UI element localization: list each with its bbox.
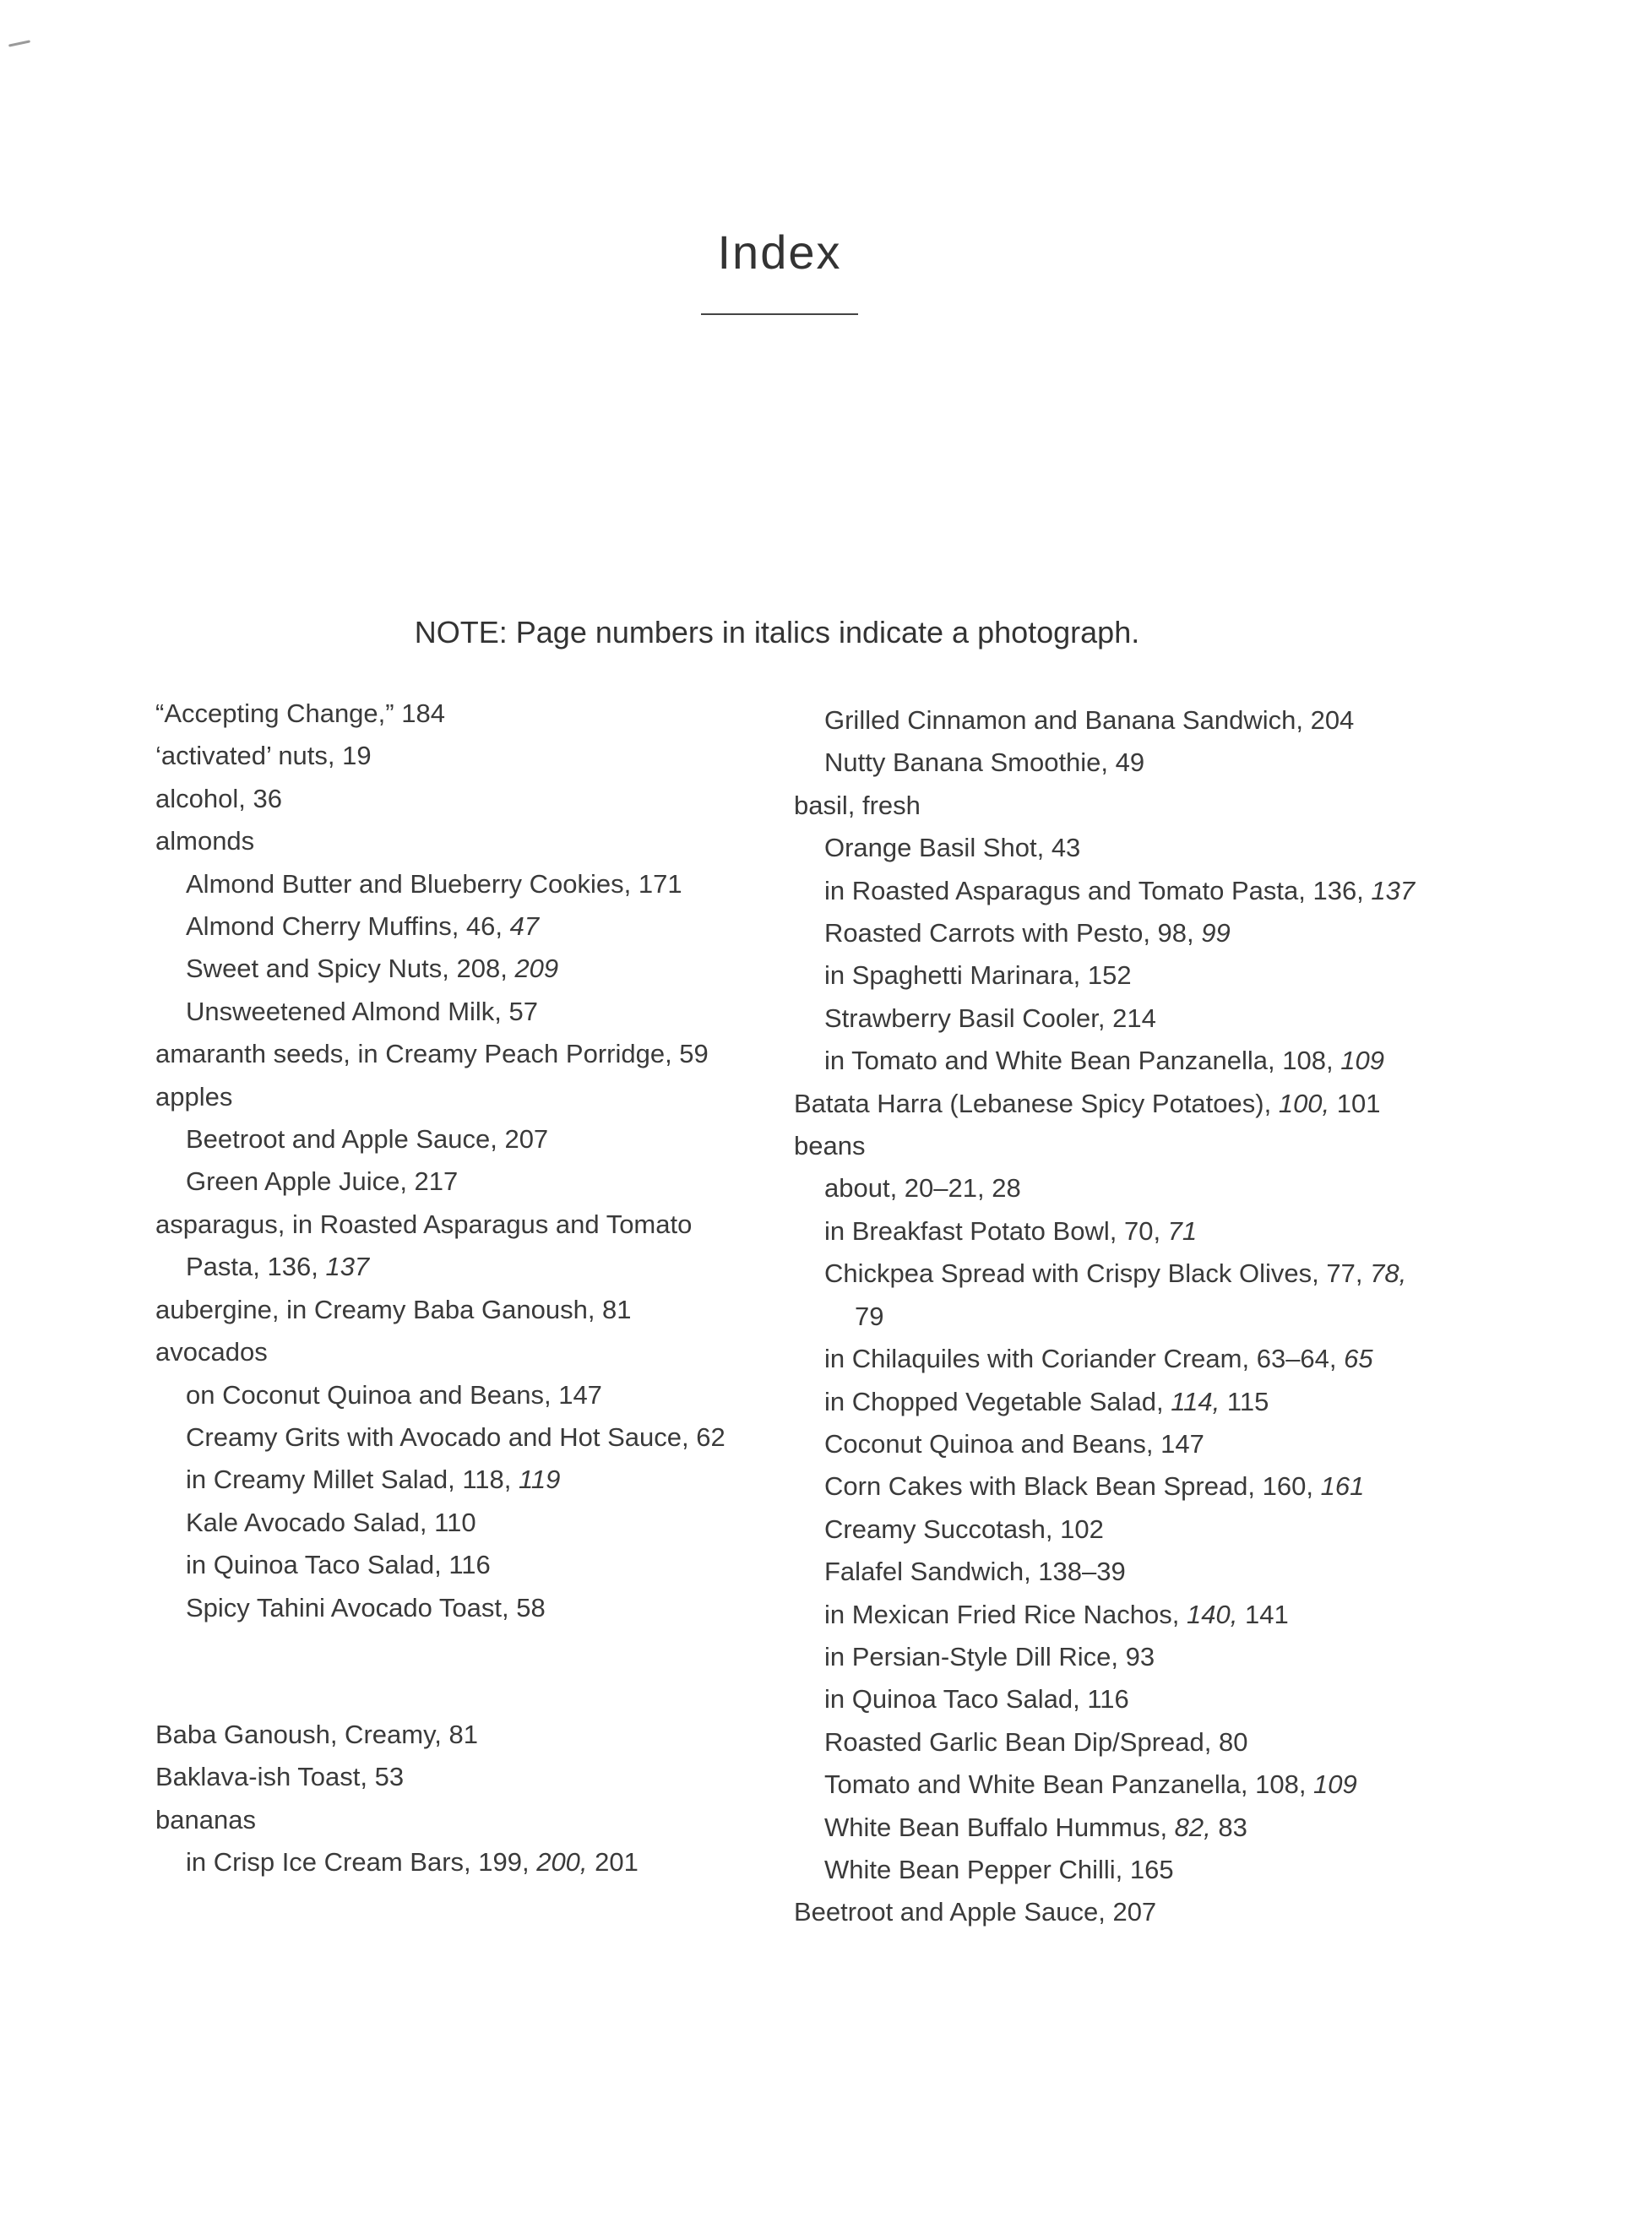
index-subentry — [794, 1210, 1436, 1253]
entry-text: in Breakfast Potato Bowl, 70, — [824, 1215, 1168, 1246]
entry-text: in Mexican Fried Rice Nachos, — [824, 1599, 1187, 1629]
index-entry — [155, 1204, 730, 1289]
index-entry — [794, 1125, 1436, 1167]
index-subentry — [794, 827, 1436, 869]
photo-page-number: 140, — [1187, 1599, 1238, 1629]
entry-text: Orange Basil Shot, 43 — [824, 833, 1081, 863]
index-entry — [155, 1289, 730, 1331]
entry-text: in Spaghetti Marinara, 152 — [824, 960, 1132, 991]
entry-text: Chickpea Spread with Crispy Black Olives, 77, — [824, 1258, 1371, 1289]
index-subentry — [794, 1465, 1436, 1508]
trailing-page-number: 201 — [587, 1847, 639, 1878]
photo-page-number: 109 — [1313, 1769, 1357, 1800]
index-subentry — [794, 870, 1436, 912]
index-subentry — [794, 912, 1436, 954]
entry-text: in Persian-Style Dill Rice, 93 — [824, 1641, 1155, 1671]
entry-text: Roasted Garlic Bean Dip/Spread, 80 — [824, 1726, 1248, 1757]
entry-text: Tomato and White Bean Panzanella, 108, — [824, 1769, 1314, 1800]
entry-text: in Tomato and White Bean Panzanella, 108, — [824, 1046, 1341, 1076]
index-subentry — [155, 1587, 730, 1629]
index-subentry — [155, 1118, 730, 1160]
photo-page-number: 47 — [509, 911, 540, 942]
photo-page-number: 82, — [1174, 1812, 1211, 1842]
index-subentry — [794, 742, 1436, 784]
index-subentry — [794, 1338, 1436, 1380]
entry-text: in Chopped Vegetable Salad, — [824, 1386, 1171, 1416]
entry-text: Kale Avocado Salad, 110 — [186, 1507, 476, 1537]
entry-text: asparagus, in Roasted Asparagus and Tomato Pasta, 136, — [155, 1209, 693, 1282]
index-entry — [155, 1714, 730, 1756]
page-title: Index — [717, 225, 842, 279]
index-subentry — [155, 1841, 730, 1883]
trailing-page-number: 101 — [1329, 1088, 1381, 1118]
index-subentry — [155, 1160, 730, 1203]
index-column-left — [155, 693, 730, 1884]
entry-text: Creamy Grits with Avocado and Hot Sauce, 62 — [186, 1421, 725, 1452]
index-subentry — [155, 1416, 730, 1459]
photo-page-number: 137 — [1371, 875, 1416, 905]
entry-text: White Bean Pepper Chilli, 165 — [824, 1854, 1174, 1884]
entry-text: in Quinoa Taco Salad, 116 — [186, 1550, 491, 1580]
index-entry — [155, 820, 730, 862]
entry-text: White Bean Buffalo Hummus, — [824, 1812, 1175, 1842]
index-entry — [155, 778, 730, 820]
photo-page-number: 119 — [518, 1465, 561, 1495]
entry-text: Baba Ganoush, Creamy, 81 — [155, 1719, 478, 1749]
index-subentry — [794, 1551, 1436, 1593]
letter-section-gap — [155, 1629, 730, 1714]
entry-text: Falafel Sandwich, 138–39 — [824, 1557, 1126, 1587]
index-entry — [794, 1891, 1436, 1933]
index-subentry — [794, 1253, 1436, 1338]
entry-text: beans — [794, 1131, 866, 1161]
photo-page-number: 161 — [1320, 1471, 1365, 1502]
entry-text: “Accepting Change,” 184 — [155, 698, 445, 728]
entry-text: Roasted Carrots with Pesto, 98, — [824, 918, 1202, 948]
entry-text: Creamy Succotash, 102 — [824, 1514, 1104, 1544]
index-subentry — [794, 954, 1436, 997]
index-subentry — [794, 1849, 1436, 1891]
entry-text: on Coconut Quinoa and Beans, 147 — [186, 1379, 602, 1410]
index-entry — [155, 1331, 730, 1373]
index-subentry — [794, 1040, 1436, 1082]
entry-text: Spicy Tahini Avocado Toast, 58 — [186, 1592, 546, 1622]
trailing-page-number: 141 — [1237, 1599, 1289, 1629]
index-subentry — [155, 863, 730, 905]
entry-text: amaranth seeds, in Creamy Peach Porridge, 59 — [155, 1039, 709, 1069]
entry-text: Beetroot and Apple Sauce, 207 — [794, 1897, 1157, 1927]
index-subentry — [794, 1721, 1436, 1764]
index-entry — [155, 1756, 730, 1798]
entry-text: in Roasted Asparagus and Tomato Pasta, 136, — [824, 875, 1372, 905]
title-underline — [701, 313, 858, 315]
entry-text: Almond Butter and Blueberry Cookies, 171 — [186, 868, 682, 899]
photo-page-number: 109 — [1340, 1046, 1384, 1076]
entry-text: almonds — [155, 826, 255, 856]
index-subentry — [155, 905, 730, 948]
photo-page-number: 209 — [514, 954, 559, 984]
entry-text: Almond Cherry Muffins, 46, — [186, 911, 510, 942]
entry-text: Corn Cakes with Black Bean Spread, 160, — [824, 1471, 1321, 1502]
photo-page-number: 100, — [1278, 1088, 1330, 1118]
entry-text: apples — [155, 1081, 233, 1112]
entry-text: Green Apple Juice, 217 — [186, 1166, 459, 1197]
entry-text: Coconut Quinoa and Beans, 147 — [824, 1428, 1204, 1459]
index-subentry — [155, 1544, 730, 1586]
index-subentry — [794, 1807, 1436, 1849]
index-subentry — [794, 699, 1436, 742]
entry-text: Batata Harra (Lebanese Spicy Potatoes), — [794, 1088, 1279, 1118]
entry-text: Nutty Banana Smoothie, 49 — [824, 747, 1145, 778]
entry-text: bananas — [155, 1804, 256, 1834]
index-entry — [155, 735, 730, 777]
entry-text: ‘activated’ nuts, 19 — [155, 741, 372, 771]
entry-text: Grilled Cinnamon and Banana Sandwich, 204 — [824, 705, 1355, 735]
entry-text: Sweet and Spicy Nuts, 208, — [186, 954, 515, 984]
index-entry — [794, 1083, 1436, 1125]
index-subentry — [794, 1594, 1436, 1636]
index-subentry — [794, 1508, 1436, 1551]
photo-page-number: 65 — [1344, 1344, 1373, 1374]
photo-page-number: 78, — [1370, 1258, 1407, 1289]
index-subentry — [794, 1167, 1436, 1209]
index-subentry — [794, 1381, 1436, 1423]
index-subentry — [155, 948, 730, 990]
entry-text: Baklava-ish Toast, 53 — [155, 1762, 405, 1792]
entry-text: Unsweetened Almond Milk, 57 — [186, 996, 539, 1026]
page-scuff-mark — [8, 40, 30, 46]
photo-page-number: 200, — [536, 1847, 588, 1878]
index-subentry — [155, 1459, 730, 1501]
entry-text: in Quinoa Taco Salad, 116 — [824, 1684, 1129, 1715]
entry-text: avocados — [155, 1337, 268, 1367]
entry-text: alcohol, 36 — [155, 783, 282, 813]
photo-page-number: 71 — [1167, 1215, 1198, 1246]
entry-text: in Creamy Millet Salad, 118, — [186, 1465, 519, 1495]
trailing-page-number: 115 — [1220, 1386, 1269, 1416]
trailing-page-number: 83 — [1210, 1812, 1247, 1842]
trailing-page-number: 79 — [855, 1301, 884, 1331]
index-subentry — [155, 1374, 730, 1416]
index-column-right — [794, 699, 1436, 1934]
index-subentry — [155, 991, 730, 1033]
index-subentry — [794, 1423, 1436, 1465]
photo-page-number: 137 — [325, 1252, 370, 1282]
index-entry — [155, 1076, 730, 1118]
index-subentry — [794, 997, 1436, 1040]
index-subentry — [794, 1764, 1436, 1806]
entry-text: basil, fresh — [794, 790, 921, 820]
index-subentry — [794, 1636, 1436, 1678]
photo-page-number: 114, — [1171, 1386, 1220, 1416]
photo-page-number: 99 — [1201, 918, 1231, 948]
index-entry — [794, 785, 1436, 827]
index-subentry — [155, 1502, 730, 1544]
index-entry — [155, 1799, 730, 1841]
entry-text: about, 20–21, 28 — [824, 1173, 1021, 1204]
index-entry — [155, 693, 730, 735]
italics-note: NOTE: Page numbers in italics indicate a photograph. — [414, 615, 1140, 650]
entry-text: Beetroot and Apple Sauce, 207 — [186, 1124, 549, 1155]
entry-text: in Crisp Ice Cream Bars, 199, — [186, 1847, 537, 1878]
index-entry — [155, 1033, 730, 1075]
entry-text: Strawberry Basil Cooler, 214 — [824, 1003, 1156, 1033]
entry-text: in Chilaquiles with Coriander Cream, 63–64, — [824, 1344, 1345, 1374]
index-subentry — [794, 1678, 1436, 1720]
entry-text: aubergine, in Creamy Baba Ganoush, 81 — [155, 1294, 632, 1324]
